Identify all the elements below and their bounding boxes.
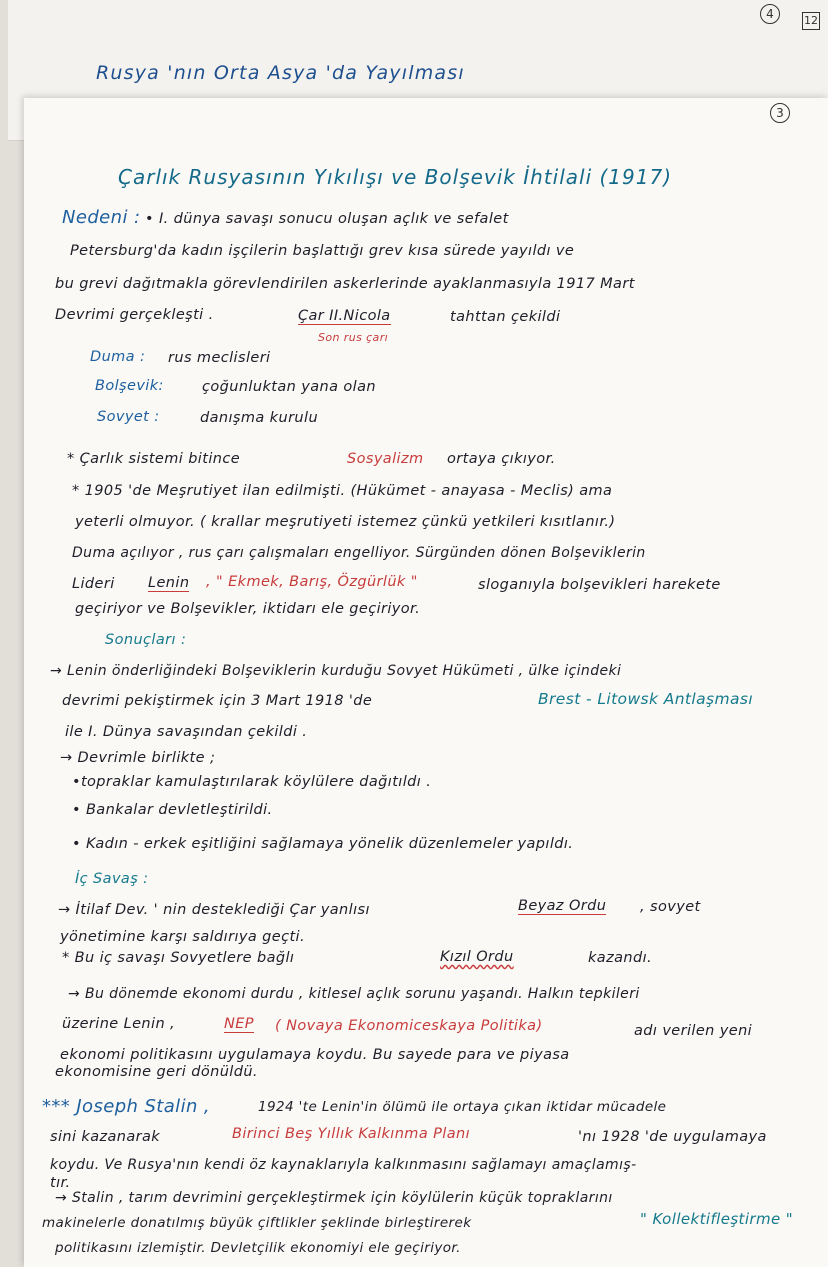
civil-war-3c: kazandı. bbox=[588, 950, 653, 966]
result-6: • Bankalar devletleştirildi. bbox=[72, 802, 273, 818]
note-4: Duma açılıyor , rus çarı çalışmaları engelliyor. Sürgünden dönen Bolşeviklerin bbox=[72, 545, 646, 561]
stalin-2a: sini kazanarak bbox=[50, 1129, 161, 1145]
nep-2a: üzerine Lenin , bbox=[62, 1016, 176, 1032]
collectivization-3: politikasını izlemiştir. Devletçilik ekonomiyi ele geçiriyor. bbox=[55, 1240, 461, 1256]
note-6: geçiriyor ve Bolşevikler, iktidarı ele geçiriyor. bbox=[75, 601, 421, 617]
result-4: → Devrimle birlikte ; bbox=[60, 750, 216, 766]
lenin: Lenin bbox=[148, 575, 190, 591]
note-1a: * Çarlık sistemi bitince bbox=[67, 451, 241, 467]
def-duma-text: rus meclisleri bbox=[168, 350, 271, 366]
def-duma-term: Duma : bbox=[90, 349, 146, 365]
collectivization-1: → Stalin , tarım devrimini gerçekleştirmek için köylülerin küçük topraklarını bbox=[55, 1190, 613, 1206]
nep-3: ekonomi politikasını uygulamaya koydu. Bu sayede para ve piyasa bbox=[60, 1047, 570, 1063]
result-7: • Kadın - erkek eşitliğini sağlamaya yönelik düzenlemeler yapıldı. bbox=[72, 836, 574, 852]
result-2a: devrimi pekiştirmek için 3 Mart 1918 'de bbox=[62, 693, 373, 709]
nep-2d: adı verilen yeni bbox=[634, 1023, 753, 1039]
result-5: •topraklar kamulaştırılarak köylülere dağıtıldı . bbox=[72, 774, 432, 790]
def-bolshevik-term: Bolşevik: bbox=[95, 378, 164, 394]
page-title: Çarlık Rusyasının Yıkılışı ve Bolşevik İhtilali (1917) bbox=[118, 165, 673, 189]
white-army: Beyaz Ordu bbox=[518, 898, 607, 914]
def-soviet-text: danışma kurulu bbox=[200, 410, 319, 426]
collectivization-term: " Kollektifleştirme " bbox=[640, 1210, 794, 1228]
cause-line-3: bu grevi dağıtmakla görevlendirilen askerlerinde ayaklanmasıyla 1917 Mart bbox=[55, 276, 635, 292]
front-sheet bbox=[24, 98, 828, 1267]
stalin-4: tır. bbox=[50, 1175, 71, 1191]
collectivization-2a: makinelerle donatılmış büyük çiftlikler şeklinde birleştirerek bbox=[42, 1215, 472, 1231]
causes-label: Nedeni : bbox=[62, 207, 141, 228]
cause-line-4a: Devrimi gerçekleşti . bbox=[55, 307, 214, 323]
def-bolshevik-text: çoğunluktan yana olan bbox=[202, 379, 376, 395]
page-number-square: 12 bbox=[802, 12, 820, 30]
socialism: Sosyalizm bbox=[347, 451, 424, 467]
result-1: → Lenin önderliğindeki Bolşeviklerin kurduğu Sovyet Hükümeti , ülke içindeki bbox=[50, 663, 622, 679]
red-army: Kızıl Ordu bbox=[440, 949, 514, 965]
nep-4: ekonomisine geri dönüldü. bbox=[55, 1064, 258, 1080]
stalin-2c: 'nı 1928 'de uygulamaya bbox=[578, 1129, 767, 1145]
nep: NEP bbox=[224, 1016, 254, 1032]
five-year-plan: Birinci Beş Yıllık Kalkınma Planı bbox=[232, 1126, 470, 1142]
note-1c: ortaya çıkıyor. bbox=[447, 451, 556, 467]
civil-war-3a: * Bu iç savaşı Sovyetlere bağlı bbox=[62, 950, 295, 966]
nep-full-name: ( Novaya Ekonomiceskaya Politika) bbox=[275, 1018, 543, 1034]
page-number-circle-front: 3 bbox=[770, 103, 790, 123]
cause-line-4c: tahttan çekildi bbox=[450, 309, 561, 325]
stalin-1b: 1924 'te Lenin'in ölümü ile ortaya çıkan iktidar mücadele bbox=[258, 1099, 667, 1115]
def-soviet-term: Sovyet : bbox=[97, 409, 160, 425]
civil-war-1a: → İtilaf Dev. ' nin desteklediği Çar yanlısı bbox=[58, 902, 370, 918]
stalin-3: koydu. Ve Rusya'nın kendi öz kaynaklarıyla kalkınmasını sağlamayı amaçlamış- bbox=[50, 1157, 637, 1173]
tsar-note: Son rus çarı bbox=[318, 331, 389, 344]
page-edge bbox=[0, 0, 24, 1267]
note-5d: sloganıyla bolşevikleri harekete bbox=[478, 577, 721, 593]
page-number-circle-top: 4 bbox=[760, 4, 780, 24]
results-label: Sonuçları : bbox=[105, 632, 187, 648]
nep-1: → Bu dönemde ekonomi durdu , kitlesel açlık sorunu yaşandı. Halkın tepkileri bbox=[68, 986, 640, 1002]
cause-line-1: • I. dünya savaşı sonucu oluşan açlık ve sefalet bbox=[145, 211, 509, 227]
civil-war-label: İç Savaş : bbox=[75, 871, 149, 887]
brest-litovsk-treaty: Brest - Litowsk Antlaşması bbox=[538, 690, 754, 708]
civil-war-2: yönetimine karşı saldırıya geçti. bbox=[60, 929, 305, 945]
civil-war-1c: , sovyet bbox=[640, 899, 701, 915]
result-3: ile I. Dünya savaşından çekildi . bbox=[65, 724, 308, 740]
tsar-nicholas: Çar II.Nicola bbox=[298, 308, 391, 324]
cause-line-2: Petersburg'da kadın işçilerin başlattığı grev kısa sürede yayıldı ve bbox=[70, 243, 575, 259]
joseph-stalin: *** Joseph Stalin , bbox=[42, 1096, 211, 1117]
back-sheet-title: Rusya 'nın Orta Asya 'da Yayılması bbox=[96, 62, 465, 84]
note-5a: Lideri bbox=[72, 576, 115, 592]
slogan: , " Ekmek, Barış, Özgürlük " bbox=[206, 574, 418, 590]
note-3: yeterli olmuyor. ( krallar meşrutiyeti istemez çünkü yetkileri kısıtlanır.) bbox=[75, 514, 616, 530]
note-2: * 1905 'de Meşrutiyet ilan edilmişti. (Hükümet - anayasa - Meclis) ama bbox=[72, 483, 613, 499]
